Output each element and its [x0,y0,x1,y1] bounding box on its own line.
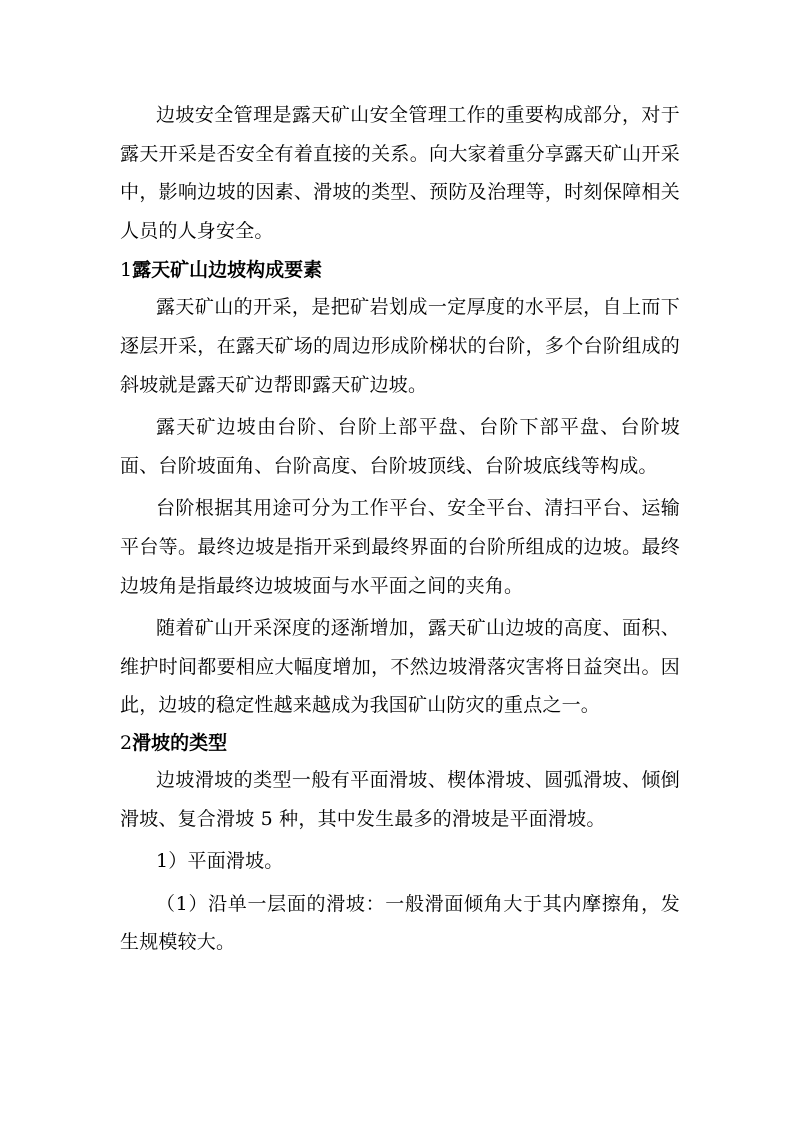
paragraph-slope-stability: 随着矿山开采深度的逐渐增加，露天矿山边坡的高度、面积、维护时间都要相应大幅度增加，不然边坡滑落灾害将日益突出。因此，边坡的稳定性越来越成为我国矿山防灾的重点之一。 [120,617,680,717]
paragraph-slope-components: 露天矿边坡由台阶、台阶上部平盘、台阶下部平盘、台阶坡面、台阶坡面角、台阶高度、台阶坡顶线、台阶坡底线等构成。 [120,416,680,477]
paragraph-open-pit-mining: 露天矿山的开采，是把矿岩划成一定厚度的水平层，自上而下逐层开采，在露天矿场的周边形成阶梯状的台阶，多个台阶组成的斜坡就是露天矿边帮即露天矿边坡。 [120,296,680,396]
paragraph-plane-slide: 1）平面滑坡。 [156,850,284,873]
document-body [120,96,680,962]
section-number: 2 [120,731,133,754]
paragraph-landslide-types: 边坡滑坡的类型一般有平面滑坡、楔体滑坡、圆弧滑坡、倾倒滑坡、复合滑坡 5 种，其中发生最多的滑坡是平面滑坡。 [120,768,680,830]
section-number: 1 [120,259,133,282]
section-title: 滑坡的类型 [132,731,228,754]
intro-paragraph: 边坡安全管理是露天矿山安全管理工作的重要构成部分，对于露天开采是否安全有着直接的关系。向大家着重分享露天矿山开采中，影响边坡的因素、滑坡的类型、预防及治理等，时刻保障相关人员的人身安全。 [120,104,680,242]
section-title: 露天矿山边坡构成要素 [132,259,323,282]
section-heading-2 [120,725,680,761]
paragraph-single-plane-slide: （1）沿单一层面的滑坡：一般滑面倾角大于其内摩擦角，发生规模较大。 [120,892,680,954]
section-heading-1 [120,252,680,288]
paragraph-bench-platforms: 台阶根据其用途可分为工作平台、安全平台、清扫平台、运输平台等。最终边坡是指开采到最终界面的台阶所组成的边坡。最终边坡角是指最终边坡坡面与水平面之间的夹角。 [120,497,680,597]
